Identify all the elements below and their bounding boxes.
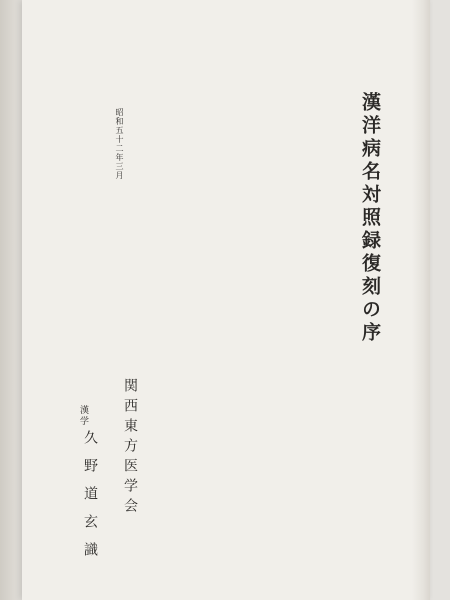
body-column [36, 40, 48, 440]
body-column [175, 40, 187, 440]
body-column [24, 40, 36, 440]
body-column [152, 40, 164, 440]
body-column [314, 40, 326, 440]
body-column [291, 40, 303, 440]
body-column [82, 40, 94, 440]
body-column [105, 40, 117, 440]
book-page [22, 0, 430, 600]
body-column [186, 40, 198, 440]
body-column [233, 40, 245, 440]
body-column [302, 40, 314, 440]
author-signature: 久野道玄識 [82, 430, 98, 570]
body-column [198, 40, 210, 440]
body-column [59, 40, 71, 440]
organization-name: 関西東方医学会 [122, 378, 138, 518]
date-line: 昭和五十二年三月 [115, 108, 124, 180]
body-column [140, 40, 152, 440]
body-column [12, 40, 24, 440]
body-column [221, 40, 233, 440]
body-column [244, 40, 256, 440]
body-column [279, 40, 291, 440]
body-column [256, 40, 268, 440]
author-role: 漢学 [78, 405, 88, 427]
page-title: 漢洋病名対照録復刻の序 [359, 92, 381, 345]
body-column [94, 40, 106, 440]
body-column [268, 40, 280, 440]
body-column [163, 40, 175, 440]
body-column [47, 40, 59, 440]
body-column [210, 40, 222, 440]
body-column [70, 40, 82, 440]
page-fold [412, 0, 430, 600]
